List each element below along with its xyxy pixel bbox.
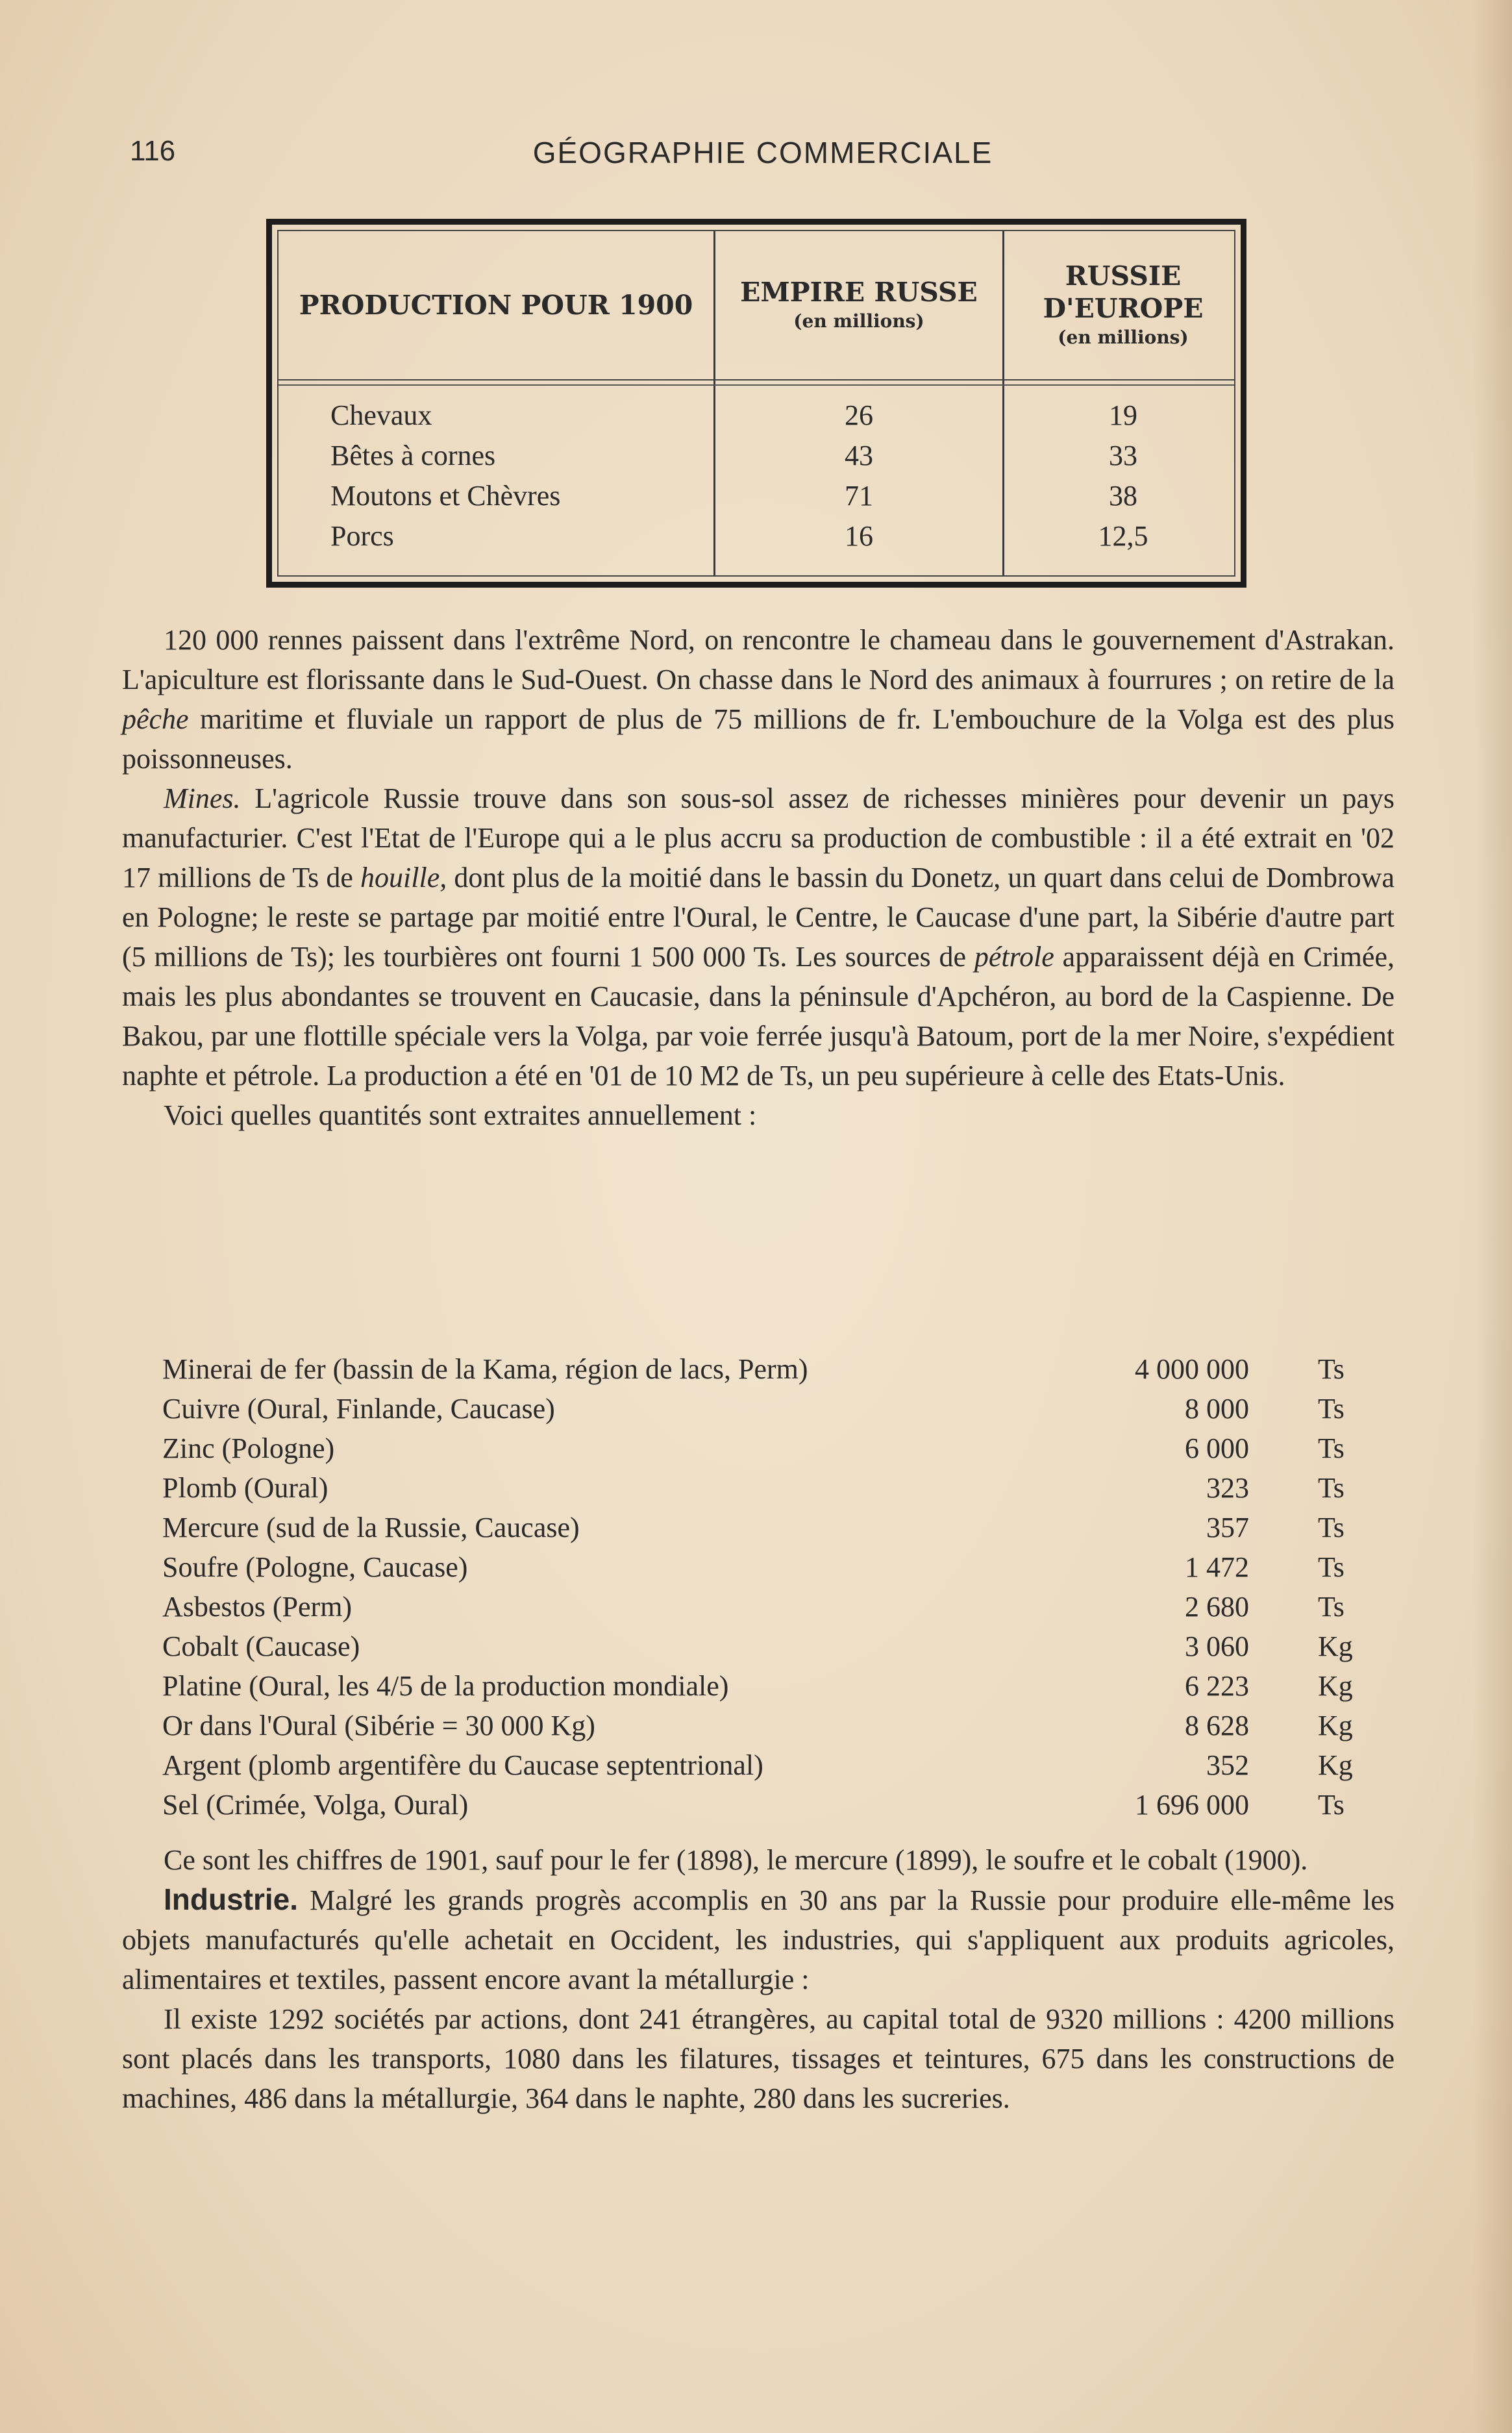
text-run: Malgré les grands progrès accomplis en 30 ans par la Russie pour produire elle-même les objets manufacturés qu'elle achetait en Occident, les industries, qui s'appliquent aux produits agricoles, alimentaires et textiles, passent encore avant la métallurgie : <box>122 1884 1394 1995</box>
mineral-quantity: 3 060 <box>1185 1630 1249 1662</box>
livestock-table <box>266 219 1246 588</box>
list-item <box>162 1587 1363 1627</box>
mineral-unit: Ts <box>1318 1432 1345 1464</box>
cell-empire: 43 <box>845 440 873 471</box>
mineral-quantity: 8 000 <box>1185 1393 1249 1425</box>
mineral-unit: Ts <box>1318 1551 1345 1583</box>
list-item <box>162 1547 1363 1587</box>
mineral-name: Cobalt (Caucase) <box>162 1630 360 1662</box>
column-header-empire-label: EMPIRE RUSSE <box>740 277 978 308</box>
cell-europe: 33 <box>1109 440 1137 471</box>
column-header-empire-unit: (en millions) <box>793 310 924 332</box>
text-run: L'agricole Russie trouve dans son sous-sol assez de richesses minières pour devenir un pays manufacturier. C'est l'Etat de l'Europe qui a le plus accru sa production de combustible : il a été extrait en '02 17 millions de Ts de <box>122 782 1394 893</box>
column-header-europe <box>1004 231 1242 379</box>
mineral-name: Or dans l'Oural (Sibérie = 30 000 Kg) <box>162 1710 595 1741</box>
mineral-quantity: 1 696 000 <box>1135 1789 1249 1821</box>
cell-empire: 16 <box>845 520 873 552</box>
column-header-europe-unit: (en millions) <box>1058 327 1189 348</box>
mineral-unit: Kg <box>1318 1630 1353 1662</box>
cell-empire: 71 <box>845 480 873 512</box>
mineral-quantity: 357 <box>1206 1512 1249 1543</box>
mineral-name: Sel (Crimée, Volga, Oural) <box>162 1789 469 1821</box>
cell-empire: 26 <box>845 399 873 431</box>
section-lead-industrie: Industrie. <box>164 1882 299 1916</box>
mineral-name: Minerai de fer (bassin de la Kama, région de lacs, Perm) <box>162 1353 808 1385</box>
page-number: 116 <box>130 135 176 167</box>
mineral-quantity: 4 000 000 <box>1135 1353 1249 1385</box>
mineral-quantity: 6 000 <box>1185 1432 1249 1464</box>
cell-europe: 38 <box>1109 480 1137 512</box>
mineral-quantity: 323 <box>1206 1472 1249 1504</box>
column-header-production <box>279 231 713 379</box>
mineral-name: Asbestos (Perm) <box>162 1591 353 1623</box>
mineral-name: Argent (plomb argentifère du Caucase septentrional) <box>162 1749 763 1781</box>
list-item <box>162 1349 1363 1389</box>
header-rule <box>279 379 1234 381</box>
cell-europe: 12,5 <box>1098 520 1148 552</box>
mineral-quantity: 1 472 <box>1185 1551 1249 1583</box>
section-lead-mines: Mines. <box>164 782 241 814</box>
text-run-italic: pêche <box>122 703 189 735</box>
paragraph-societes: Il existe 1292 sociétés par actions, dont 241 étrangères, au capital total de 9320 millions : 4200 millions sont placés dans les transports, 1080 dans les filatures, tissages et teintures, 675 dans les constructions de machines, 486 dans la métallurgie, 364 dans le naphte, 280 dans les sucreries. <box>122 2003 1394 2114</box>
text-run: dont plus de la moitié dans le bassin du Donetz, un quart dans celui de Dombrowa en Pologne; le reste se partage par moitié entre l'Oural, le Centre, le Caucase d'une part, la Sibérie d'autre part (5 millions de Ts); les tourbières ont fourni 1 500 000 Ts. Les sources de <box>122 862 1394 973</box>
list-item <box>162 1429 1363 1468</box>
list-item <box>162 1785 1363 1825</box>
column-header-europe-line1: RUSSIE <box>1065 260 1182 292</box>
text-run: apparaissent déjà en Crimée, mais les plus abondantes se trouvent en Caucasie, dans la péninsule d'Apchéron, au bord de la Caspienne. De Bakou, par une flottille spéciale vers la Volga, par voie ferrée jusqu'à Batoum, port de la mer Noire, s'expédient naphte et pétrole. La production a été en '01 de 10 M2 de Ts, un peu supérieure à celle des Etats-Unis. <box>122 941 1394 1092</box>
mineral-unit: Ts <box>1318 1512 1345 1543</box>
mineral-name: Mercure (sud de la Russie, Caucase) <box>162 1512 580 1543</box>
mineral-name: Soufre (Pologne, Caucase) <box>162 1551 468 1583</box>
page-header <box>130 135 1396 174</box>
livestock-table-inner <box>277 230 1235 577</box>
body-text-lower <box>122 1840 1394 2118</box>
mineral-unit: Ts <box>1318 1472 1345 1504</box>
mineral-unit: Ts <box>1318 1393 1345 1425</box>
mineral-unit: Kg <box>1318 1749 1353 1781</box>
mineral-unit: Ts <box>1318 1789 1345 1821</box>
list-item <box>162 1745 1363 1785</box>
mineral-unit: Ts <box>1318 1353 1345 1385</box>
list-item <box>162 1666 1363 1706</box>
paragraph-mines <box>122 779 1394 1095</box>
row-label: Porcs <box>330 520 394 552</box>
header-rule <box>279 384 1234 386</box>
body-text-upper <box>122 620 1394 1135</box>
running-title: GÉOGRAPHIE COMMERCIALE <box>532 136 993 169</box>
mineral-unit: Ts <box>1318 1591 1345 1623</box>
list-item <box>162 1627 1363 1666</box>
mineral-name: Zinc (Pologne) <box>162 1432 335 1464</box>
row-label: Chevaux <box>330 399 432 431</box>
mineral-name: Plomb (Oural) <box>162 1472 328 1504</box>
mineral-unit: Kg <box>1318 1710 1353 1741</box>
mineral-quantity: 6 223 <box>1185 1670 1249 1702</box>
row-label: Bêtes à cornes <box>330 440 496 471</box>
mineral-quantity: 352 <box>1206 1749 1249 1781</box>
mineral-quantity: 8 628 <box>1185 1710 1249 1741</box>
paragraph-intro-list: Voici quelles quantités sont extraites annuellement : <box>164 1099 757 1131</box>
mineral-name: Platine (Oural, les 4/5 de la production mondiale) <box>162 1670 729 1702</box>
mineral-list <box>162 1349 1363 1825</box>
cell-europe: 19 <box>1109 399 1137 431</box>
text-run: maritime et fluviale un rapport de plus de 75 millions de fr. L'embouchure de la Volga est des plus poissonneuses. <box>122 703 1394 775</box>
mineral-name: Cuivre (Oural, Finlande, Caucase) <box>162 1393 555 1425</box>
text-run: 120 000 rennes paissent dans l'extrême Nord, on rencontre le chameau dans le gouvernement d'Astrakan. L'apiculture est florissante dans le Sud-Ouest. On chasse dans le Nord des animaux à fourrures ; on retire de la <box>122 624 1394 695</box>
column-header-europe-line2: D'EUROPE <box>1043 293 1204 324</box>
paragraph-livestock <box>122 620 1394 779</box>
page-edge-shadow <box>1473 0 1512 2433</box>
mineral-quantity: 2 680 <box>1185 1591 1249 1623</box>
list-item <box>162 1706 1363 1745</box>
list-item <box>162 1468 1363 1508</box>
column-header-production-label: PRODUCTION POUR 1900 <box>299 290 693 321</box>
paragraph-industrie <box>122 1880 1394 1999</box>
mineral-unit: Kg <box>1318 1670 1353 1702</box>
paragraph-figures-note: Ce sont les chiffres de 1901, sauf pour le fer (1898), le mercure (1899), le soufre et le cobalt (1900). <box>164 1844 1308 1876</box>
text-run-italic: pétrole <box>974 941 1054 973</box>
list-item <box>162 1508 1363 1547</box>
column-header-empire <box>715 231 1002 379</box>
row-label: Moutons et Chèvres <box>330 480 561 512</box>
text-run-italic: houille, <box>360 862 447 893</box>
list-item <box>162 1389 1363 1429</box>
